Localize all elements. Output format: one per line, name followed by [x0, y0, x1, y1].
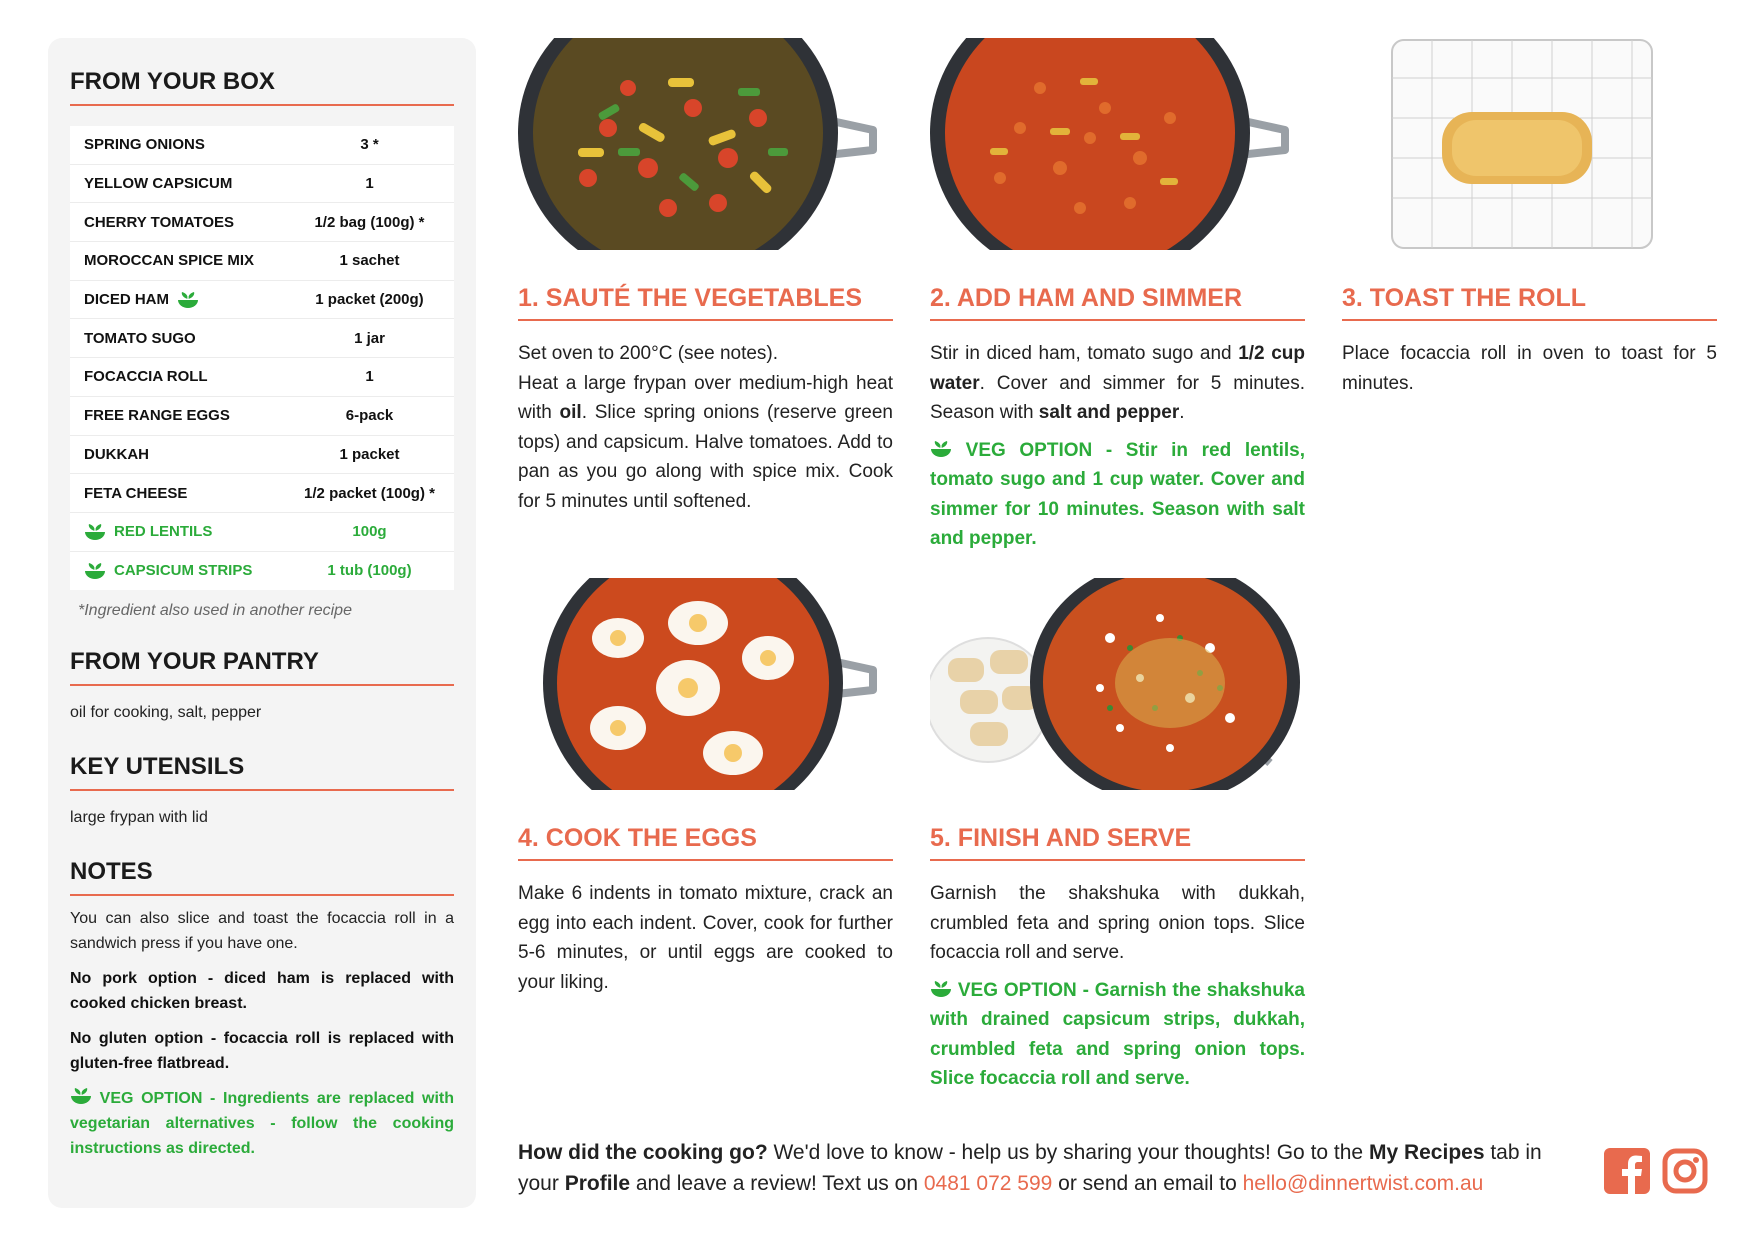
step-4 [518, 578, 893, 997]
notes-title: NOTES [70, 858, 454, 896]
ingredient-name: RED LENTILS [114, 523, 213, 541]
feedback-text: or send an email to [1052, 1172, 1243, 1195]
step-5 [930, 578, 1305, 1094]
veg-leaf-icon [70, 1087, 92, 1105]
step-4-title: 4. COOK THE EGGS [518, 824, 893, 861]
ingredient-name: FOCACCIA ROLL [84, 368, 208, 386]
feedback-text: We'd love to know - help us by sharing your thoughts! Go to the [767, 1141, 1369, 1164]
step-5-instructions: Garnish the shakshuka with dukkah, crumbled feta and spring onion tops. Slice focaccia roll and serve. [930, 883, 1305, 963]
veg-leaf-icon [930, 980, 952, 998]
ingredient-name: CAPSICUM STRIPS [114, 562, 253, 580]
step-2-veg-option [930, 436, 1305, 554]
step-2-photo [930, 38, 1305, 250]
ingredient-name-cell [70, 562, 285, 580]
step-1 [518, 38, 893, 516]
ingredient-qty: 1 [365, 368, 374, 386]
feedback-text: and leave a review! Text us on [630, 1172, 924, 1195]
ingredient-qty: 1 packet (200g) [315, 291, 424, 309]
veg-leaf-icon [84, 523, 106, 541]
ingredient-qty: 1/2 packet (100g) * [304, 484, 435, 502]
ingredient-row [70, 319, 454, 358]
step-2-title: 2. ADD HAM AND SIMMER [930, 284, 1305, 321]
feedback-footer [518, 1137, 1568, 1199]
step-1-bold: oil [559, 402, 582, 423]
step-1-text: . Slice spring onions (reserve green tops) and capsicum. Halve tomatoes. Add to pan as you go along with spice mix. Cook for 5 minutes until softened. [518, 402, 893, 512]
step-2-text: . Cover and simmer for 5 minutes. Season with [930, 372, 1305, 423]
ingredient-footnote: *Ingredient also used in another recipe [78, 602, 352, 620]
ingredient-name-cell [70, 523, 285, 541]
step-1-photo [518, 38, 893, 250]
ingredient-name: FETA CHEESE [84, 484, 188, 502]
ingredient-name: TOMATO SUGO [84, 329, 196, 347]
ingredient-row [70, 281, 454, 320]
step-3 [1342, 38, 1717, 398]
pantry-text: oil for cooking, salt, pepper [70, 704, 262, 722]
ingredient-row [70, 242, 454, 281]
veg-leaf-icon [177, 291, 199, 309]
notes-section [70, 858, 454, 1161]
step-2-bold: salt and pepper [1038, 402, 1180, 423]
email-link[interactable]: hello@dinnertwist.com.au [1242, 1172, 1484, 1195]
phone-link[interactable]: 0481 072 599 [923, 1172, 1053, 1195]
step-3-title: 3. TOAST THE ROLL [1342, 284, 1717, 321]
ingredient-name: SPRING ONIONS [84, 136, 205, 154]
ingredient-qty: 6-pack [345, 407, 394, 425]
step-4-photo [518, 578, 893, 790]
step-3-instructions: Place focaccia roll in oven to toast for 5 minutes. [1342, 343, 1717, 394]
step-2-text: . [1179, 402, 1185, 423]
veg-leaf-icon [930, 440, 952, 458]
veg-leaf-icon [84, 562, 106, 580]
ingredient-row [70, 397, 454, 436]
my-recipes-label: My Recipes [1368, 1141, 1485, 1164]
utensils-section [70, 753, 454, 830]
feedback-question: How did the cooking go? [518, 1141, 768, 1164]
ingredient-qty: 1/2 bag (100g) * [314, 213, 425, 231]
ingredient-qty: 1 jar [354, 329, 385, 347]
ingredient-row-veg [70, 552, 454, 591]
ingredient-row-veg [70, 513, 454, 552]
utensils-text: large frypan with lid [70, 809, 208, 827]
ingredient-qty: 1 [365, 175, 374, 193]
profile-label: Profile [564, 1172, 631, 1195]
step-1-instructions [518, 339, 893, 516]
feedback-text: tab in your [518, 1141, 1542, 1195]
utensils-title: KEY UTENSILS [70, 753, 454, 791]
step-2-instructions [930, 339, 1305, 428]
ingredient-row [70, 165, 454, 204]
step-5-veg-text: VEG OPTION - Garnish the shakshuka with drained capsicum strips, dukkah, crumbled feta and spring onion tops. Slice focaccia roll and serve. [930, 979, 1306, 1089]
ingredient-name-cell [70, 291, 285, 309]
pantry-title: FROM YOUR PANTRY [70, 648, 454, 686]
step-5-photo [930, 578, 1305, 790]
ingredients-table [70, 126, 454, 590]
step-4-instructions: Make 6 indents in tomato mixture, crack an egg into each indent. Cover, cook for further 5-6 minutes, or until eggs are cooked to your liking. [518, 883, 893, 993]
ingredients-panel [48, 38, 476, 1208]
note-text: You can also slice and toast the focaccia roll in a sandwich press if you have one. [70, 910, 454, 953]
ingredient-name: CHERRY TOMATOES [84, 213, 235, 231]
step-5-title: 5. FINISH AND SERVE [930, 824, 1305, 861]
ingredient-row [70, 436, 454, 475]
step-2-veg-text: VEG OPTION - Stir in red lentils, tomato sugo and 1 cup water. Cover and simmer for 10 minutes. Season with salt and pepper. [930, 439, 1305, 549]
step-1-text: Set oven to 200°C (see notes). [518, 343, 779, 364]
step-1-text: Heat a large frypan over medium-high heat with [518, 372, 893, 423]
step-2-bold: 1/2 cup water [930, 343, 1305, 394]
ingredient-name: YELLOW CAPSICUM [84, 175, 233, 193]
step-3-photo [1342, 38, 1717, 250]
ingredient-qty: 3 * [360, 136, 379, 154]
note-no-pork: No pork option - diced ham is replaced with cooked chicken breast. [70, 970, 454, 1013]
ingredient-qty: 100g [352, 523, 387, 541]
ingredient-name: MOROCCAN SPICE MIX [84, 252, 255, 270]
ingredient-name: DUKKAH [84, 445, 149, 463]
ingredient-row [70, 203, 454, 242]
ingredient-qty: 1 packet [339, 445, 400, 463]
note-no-gluten: No gluten option - focaccia roll is replaced with gluten-free flatbread. [70, 1030, 454, 1073]
pantry-section [70, 648, 454, 725]
step-2 [930, 38, 1305, 554]
from-box-title: FROM YOUR BOX [70, 68, 454, 106]
instagram-icon[interactable] [1662, 1148, 1708, 1194]
note-veg-text: VEG OPTION - Ingredients are replaced with vegetarian alternatives - follow the cooking instructions as directed. [70, 1090, 454, 1158]
ingredient-qty: 1 tub (100g) [327, 562, 412, 580]
ingredient-qty: 1 sachet [339, 252, 400, 270]
step-1-title: 1. SAUTÉ THE VEGETABLES [518, 284, 893, 321]
ingredient-name: DICED HAM [84, 291, 169, 309]
note-veg-option [70, 1086, 454, 1161]
ingredient-name: FREE RANGE EGGS [84, 407, 230, 425]
ingredient-row [70, 126, 454, 165]
step-2-text: Stir in diced ham, tomato sugo and [930, 343, 1239, 364]
facebook-icon[interactable] [1604, 1148, 1650, 1194]
step-5-veg-option [930, 976, 1305, 1094]
ingredient-row [70, 358, 454, 397]
ingredient-row [70, 474, 454, 513]
